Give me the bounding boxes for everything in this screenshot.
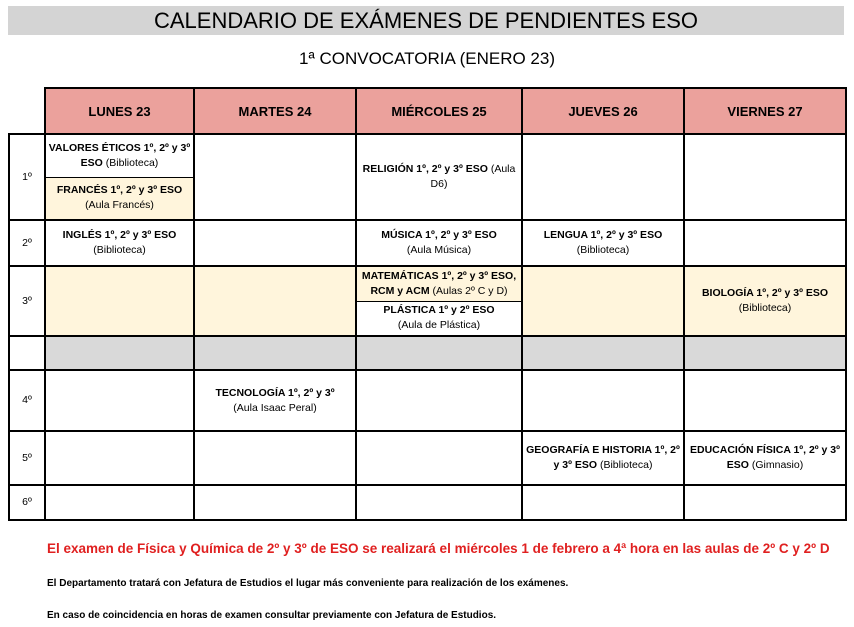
day-header-friday: VIERNES 27 <box>684 88 846 134</box>
exam-name: MÚSICA 1º, 2º y 3º ESO <box>381 229 497 241</box>
exam-name: PLÁSTICA 1º y 2º ESO <box>383 304 495 317</box>
period-label: 5º <box>9 431 45 485</box>
period-row-1 <box>9 134 846 220</box>
exam-room: (Aula D6) <box>430 163 516 190</box>
cell-wednesday-3 <box>356 266 522 336</box>
exam-matematicas <box>357 267 521 301</box>
cell-thursday-3 <box>522 266 684 336</box>
day-header-wednesday: MIÉRCOLES 25 <box>356 88 522 134</box>
period-row-4 <box>9 370 846 431</box>
cell-wednesday-4 <box>356 370 522 431</box>
cell-tuesday-3 <box>194 266 356 336</box>
exam-name: MATEMÁTICAS 1º, 2º y 3º ESO, RCM y ACM <box>361 269 517 297</box>
note-fisica-quimica: El examen de Física y Química de 2º y 3º de ESO se realizará el miércoles 1 de febrero a 4ª hora en las aulas de 2º C y 2º D <box>47 541 830 556</box>
exam-frances <box>46 177 193 220</box>
exam-ingles <box>45 220 194 266</box>
period-row-5 <box>9 431 846 485</box>
exam-religion <box>356 134 522 220</box>
exam-name: EDUCACIÓN FÍSICA 1º, 2º y 3º ESO <box>690 444 840 471</box>
note-coincidence: En caso de coincidencia en horas de examen consultar previamente con Jefatura de Estudios. <box>47 610 497 621</box>
period-label: 4º <box>9 370 45 431</box>
day-header-monday: LUNES 23 <box>45 88 194 134</box>
note-department: El Departamento tratará con Jefatura de Estudios el lugar más conveniente para realización de los exámenes. <box>47 578 569 589</box>
cell-friday-1 <box>684 134 846 220</box>
corner-cell <box>9 88 45 134</box>
page-title: CALENDARIO DE EXÁMENES DE PENDIENTES ESO <box>8 6 844 35</box>
break-cell <box>356 336 522 370</box>
exam-calendar-table <box>8 87 847 521</box>
exam-plastica <box>357 301 521 336</box>
period-label: 1º <box>9 134 45 220</box>
cell-wednesday-5 <box>356 431 522 485</box>
exam-lengua <box>522 220 684 266</box>
cell-thursday-6 <box>522 485 684 520</box>
cell-monday-5 <box>45 431 194 485</box>
cell-thursday-4 <box>522 370 684 431</box>
exam-tecnologia <box>194 370 356 431</box>
exam-room: (Biblioteca) <box>93 244 146 256</box>
period-label: 3º <box>9 266 45 336</box>
header-row <box>9 88 846 134</box>
cell-monday-4 <box>45 370 194 431</box>
cell-wednesday-6 <box>356 485 522 520</box>
cell-monday-3 <box>45 266 194 336</box>
page-subtitle: 1ª CONVOCATORIA (ENERO 23) <box>299 49 555 68</box>
cell-tuesday-5 <box>194 431 356 485</box>
break-row <box>9 336 846 370</box>
cell-friday-2 <box>684 220 846 266</box>
exam-room: (Biblioteca) <box>105 156 159 169</box>
break-cell <box>45 336 194 370</box>
break-cell <box>194 336 356 370</box>
period-label: 6º <box>9 485 45 520</box>
cell-monday-1 <box>45 134 194 220</box>
exam-name: TECNOLOGÍA 1º, 2º y 3º <box>215 386 335 399</box>
exam-musica <box>356 220 522 266</box>
exam-room: (Biblioteca) <box>738 302 792 314</box>
exam-name: GEOGRAFÍA E HISTORIA 1º, 2º y 3º ESO <box>526 444 680 471</box>
exam-name: INGLÉS 1º, 2º y 3º ESO <box>62 229 177 241</box>
exam-valores <box>46 135 193 177</box>
exam-name: RELIGIÓN 1º, 2º y 3º ESO <box>362 163 488 175</box>
cell-tuesday-2 <box>194 220 356 266</box>
exam-room: (Aula de Plástica) <box>397 319 481 332</box>
period-row-6 <box>9 485 846 520</box>
break-cell <box>684 336 846 370</box>
day-header-tuesday: MARTES 24 <box>194 88 356 134</box>
exam-room: (Biblioteca) <box>599 459 653 471</box>
exam-room: (Aula Isaac Peral) <box>233 401 317 414</box>
break-cell <box>522 336 684 370</box>
exam-name: FRANCÉS 1º, 2º y 3º ESO <box>56 184 183 197</box>
exam-room: (Biblioteca) <box>576 244 630 256</box>
cell-friday-6 <box>684 485 846 520</box>
exam-geografia <box>522 431 684 485</box>
period-row-2 <box>9 220 846 266</box>
day-header-thursday: JUEVES 26 <box>522 88 684 134</box>
cell-tuesday-1 <box>194 134 356 220</box>
exam-name: BIOLOGÍA 1º, 2º y 3º ESO <box>701 287 829 299</box>
period-row-3 <box>9 266 846 336</box>
exam-name: VALORES ÉTICOS 1º, 2º y 3º ESO <box>48 141 191 169</box>
cell-friday-4 <box>684 370 846 431</box>
exam-room: (Aulas 2º C y D) <box>432 284 508 297</box>
exam-room: (Gimnasio) <box>751 459 804 471</box>
exam-room: (Aula Francés) <box>85 199 154 212</box>
exam-room: (Aula Música) <box>406 244 472 256</box>
exam-biologia <box>684 266 846 336</box>
cell-thursday-1 <box>522 134 684 220</box>
exam-educacion-fisica <box>684 431 846 485</box>
period-label: 2º <box>9 220 45 266</box>
cell-monday-6 <box>45 485 194 520</box>
cell-tuesday-6 <box>194 485 356 520</box>
exam-name: LENGUA 1º, 2º y 3º ESO <box>543 229 663 241</box>
break-label-cell <box>9 336 45 370</box>
